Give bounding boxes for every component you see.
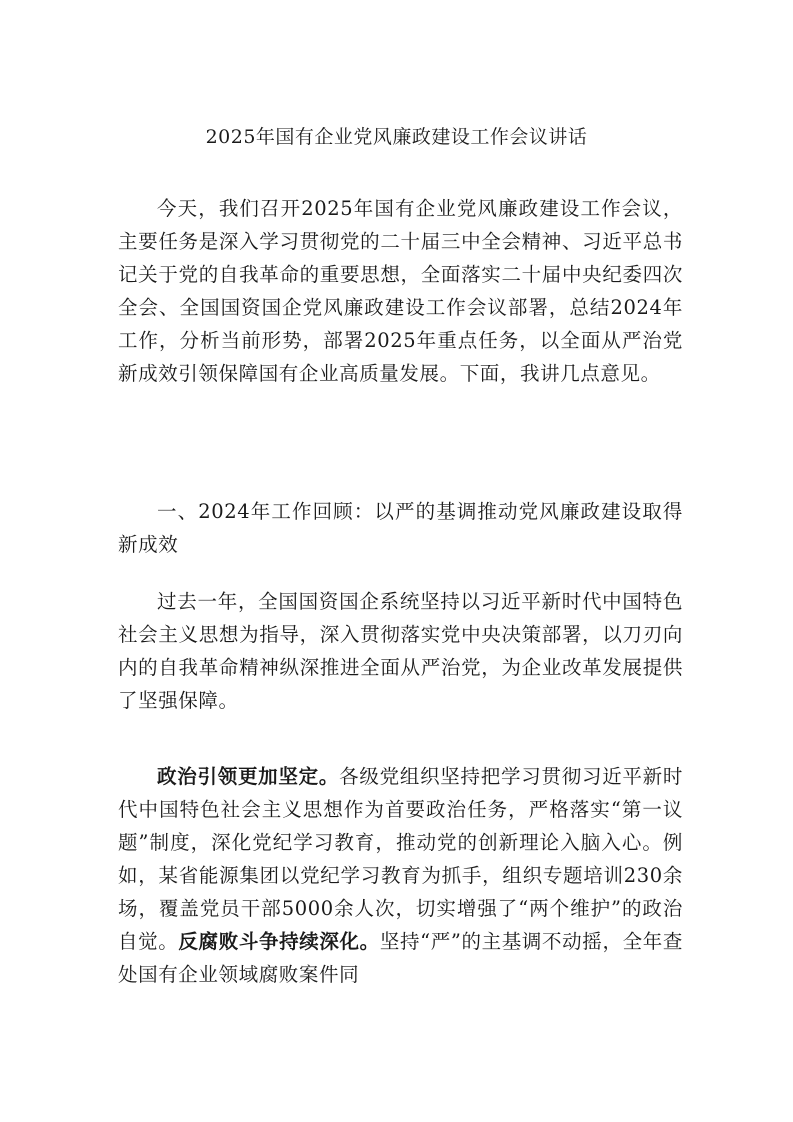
page-title: 2025年国有企业党风廉政建设工作会议讲话	[205, 126, 588, 148]
political-lead-text: 各级党组织坚持把学习贯彻习近平新时代中国特色社会主义思想作为首要政治任务，严格落实“第一议题”制度，深化党纪学习教育，推动党的创新理论入脑入心。例如，某省能源集团以党纪学习教育为抓手，组织专题培训230余场，覆盖党员干部5000余人次，切实增强了“两个维护”的政治自觉。	[118, 764, 683, 953]
section-heading: 一、2024年工作回顾：以严的基调推动党风廉政建设取得新成效	[118, 499, 683, 556]
intro-paragraph: 今天，我们召开2025年国有企业党风廉政建设工作会议，主要任务是深入学习贯彻党的二十届三中全会精神、习近平总书记关于党的自我革命的重要思想，全面落实二十届中央纪委四次全会、全国国资国企党风廉政建设工作会议部署，总结2024年工作，分析当前形势，部署2025年重点任务，以全面从严治党新成效引领保障国有企业高质量发展。下面，我讲几点意见。	[118, 196, 683, 385]
anticorruption-heading: 反腐败斗争持续深化。	[178, 929, 380, 953]
anticorruption-text: 坚持“严”的主基调不动摇，全年查处国有企业领域腐败案件同	[118, 929, 683, 986]
political-lead-heading: 政治引领更加坚定。	[157, 764, 340, 788]
review-paragraph: 过去一年，全国国资国企系统坚持以习近平新时代中国特色社会主义思想为指导，深入贯彻落实党中央决策部署，以刀刃向内的自我革命精神纵深推进全面从严治党，为企业改革发展提供了坚强保障。	[118, 589, 683, 712]
political-lead-paragraph	[118, 760, 683, 991]
